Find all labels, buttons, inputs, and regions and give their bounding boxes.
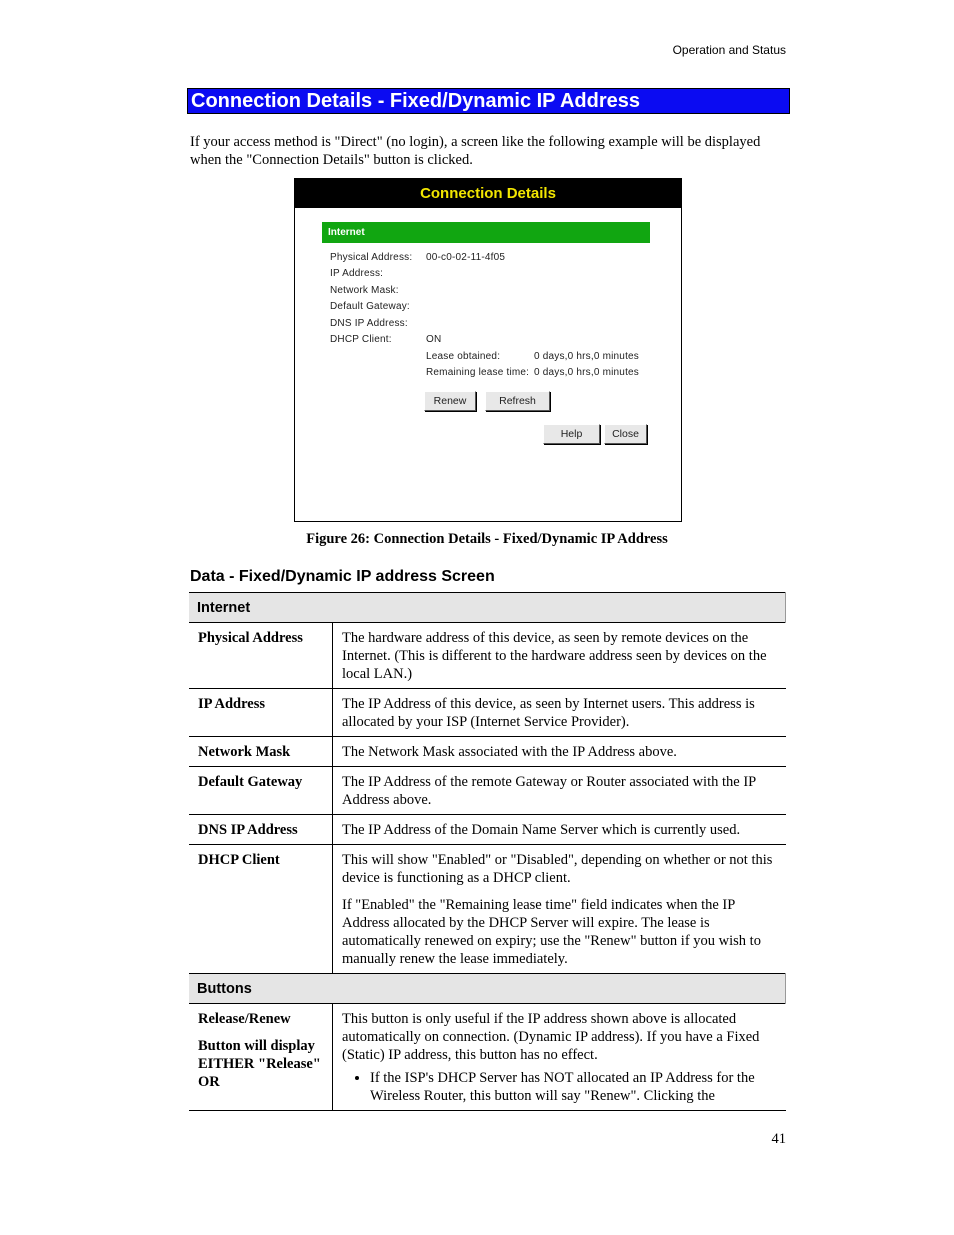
figure-window-title: Connection Details xyxy=(295,179,681,208)
fig-label-default-gateway: Default Gateway: xyxy=(330,301,410,312)
row-desc: The IP Address of the remote Gateway or Router associated with the IP Address above. xyxy=(333,767,786,815)
row-label: DNS IP Address xyxy=(189,815,333,845)
row-desc-para: If "Enabled" the "Remaining lease time" field indicates when the IP Address allocated by the DHCP Server will expire. The lease is automatically renewed on expiry; use the "Renew" button if you wish to manually renew the lease immediately. xyxy=(342,897,761,967)
table-row xyxy=(189,815,786,845)
table-row xyxy=(189,845,786,974)
fig-label-ip-address: IP Address: xyxy=(330,268,384,279)
fig-label-remaining-lease: Remaining lease time: xyxy=(426,367,530,378)
page-number: 41 xyxy=(771,1131,786,1147)
fig-label-dns-ip-address: DNS IP Address: xyxy=(330,318,408,329)
table-row xyxy=(189,689,786,737)
group-internet: Internet xyxy=(189,593,786,623)
row-desc: The Network Mask associated with the IP Address above. xyxy=(333,737,786,767)
row-desc: The hardware address of this device, as seen by remote devices on the Internet. (This is different to the hardware address seen by devices on the local LAN.) xyxy=(333,623,786,689)
fig-label-lease-obtained: Lease obtained: xyxy=(426,351,501,362)
fig-value-dhcp-client: ON xyxy=(426,334,442,345)
table-row xyxy=(189,1004,786,1111)
row-label-line: Release/Renew xyxy=(198,1011,291,1027)
fig-value-physical-address: 00-c0-02-11-4f05 xyxy=(426,252,506,263)
group-buttons: Buttons xyxy=(189,974,786,1004)
bullet-item: • If the ISP's DHCP Server has NOT allocated an IP Address for the Wireless Router, this button will say "Renew". Clicking the xyxy=(370,1069,778,1105)
figure-internet-bar: Internet xyxy=(322,222,650,243)
connection-details-screenshot xyxy=(294,178,682,522)
fig-value-remaining-lease: 0 days,0 hrs,0 minutes xyxy=(534,367,640,378)
fig-label-physical-address: Physical Address: xyxy=(330,252,413,263)
row-label: IP Address xyxy=(189,689,333,737)
row-label: DHCP Client xyxy=(189,845,333,974)
figure-caption: Figure 26: Connection Details - Fixed/Dynamic IP Address xyxy=(306,531,668,547)
section-title: Connection Details - Fixed/Dynamic IP Address xyxy=(187,88,790,114)
row-label-line: Button will display EITHER "Release" OR xyxy=(198,1038,321,1090)
running-header: Operation and Status xyxy=(672,43,786,57)
table-group-row xyxy=(189,974,786,1004)
row-label: Network Mask xyxy=(189,737,333,767)
row-desc xyxy=(333,845,786,974)
table-group-row xyxy=(189,593,786,623)
row-desc: The IP Address of the Domain Name Server which is currently used. xyxy=(333,815,786,845)
fig-label-network-mask: Network Mask: xyxy=(330,285,399,296)
row-desc xyxy=(333,1004,786,1111)
bullet-list xyxy=(342,1069,778,1105)
fig-label-dhcp-client: DHCP Client: xyxy=(330,334,392,345)
row-desc: The IP Address of this device, as seen by Internet users. This address is allocated by your ISP (Internet Service Provider). xyxy=(333,689,786,737)
fig-renew-button[interactable]: Renew xyxy=(424,391,476,411)
fig-value-lease-obtained: 0 days,0 hrs,0 minutes xyxy=(534,351,640,362)
table-row xyxy=(189,737,786,767)
row-desc-para: This button is only useful if the IP address shown above is allocated automatically on connection. (Dynamic IP address). If you have a Fixed (Static) IP address, this button has no effect. xyxy=(342,1011,760,1063)
data-table xyxy=(189,592,786,1111)
intro-paragraph: If your access method is "Direct" (no login), a screen like the following example will be displayed when the "Connection Details" button is clicked. xyxy=(190,134,761,168)
fig-close-button[interactable]: Close xyxy=(604,424,647,444)
row-label: Physical Address xyxy=(189,623,333,689)
table-row xyxy=(189,767,786,815)
row-desc-para: This will show "Enabled" or "Disabled", depending on whether or not this device is functioning as a DHCP client. xyxy=(342,852,773,886)
table-row xyxy=(189,623,786,689)
row-label: Default Gateway xyxy=(189,767,333,815)
table-title: Data - Fixed/Dynamic IP address Screen xyxy=(190,568,495,585)
fig-help-button[interactable]: Help xyxy=(543,424,600,444)
fig-refresh-button[interactable]: Refresh xyxy=(485,391,550,411)
row-label xyxy=(189,1004,333,1111)
